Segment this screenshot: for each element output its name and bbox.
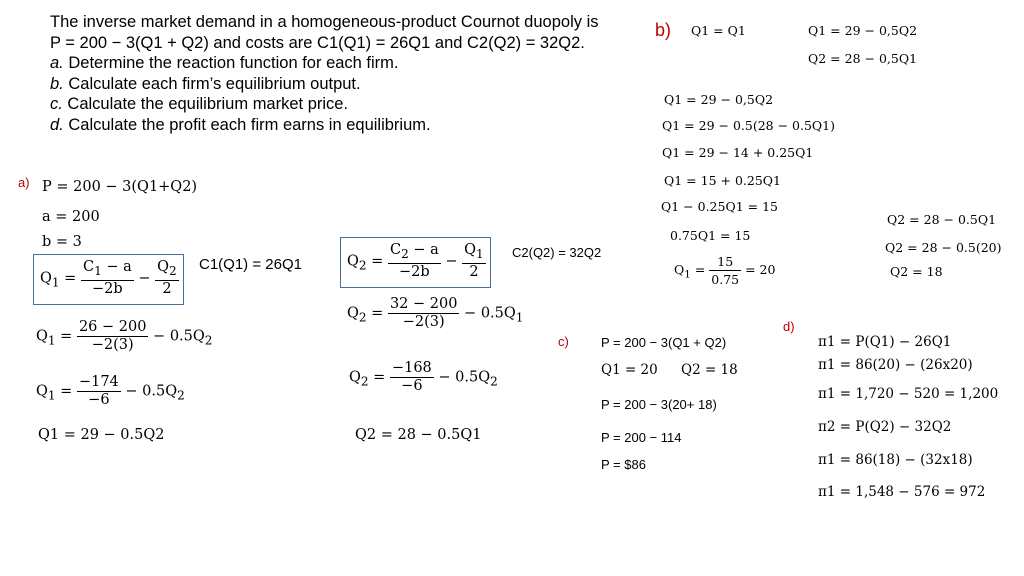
d-profit1-substituted: π1 = 86(20) − (26x20) — [818, 357, 973, 373]
label-part-b: b) — [655, 20, 672, 40]
firm1-step2: $Q_1$ = $\frac{-174}{-6}$ − $0.5Q_2$ — [36, 374, 185, 408]
firm2-step1: $Q_2$ = $\frac{32 - 200}{-2(3)}$ − $0.5Q_1$ — [347, 296, 524, 330]
b-reaction-1: Q1 = 29 − 0,5Q2 — [808, 23, 918, 38]
demand-equation: P = 200 − 3(Q1+Q2) — [42, 179, 198, 195]
part-d-text: Calculate the profit each firm earns in equilibrium. — [63, 115, 431, 134]
label-part-a: a) — [18, 175, 30, 190]
problem-statement — [50, 12, 630, 135]
b-step1: Q1 = 29 − 0,5Q2 — [664, 92, 774, 107]
b-q2-step2: Q2 = 28 − 0.5(20) — [885, 240, 1002, 255]
b-value: b = 3 — [42, 234, 82, 250]
d-profit2-substituted: π1 = 86(18) − (32x18) — [818, 452, 973, 468]
label-part-c: c) — [558, 334, 569, 349]
b-step5: Q1 − 0.25Q1 = 15 — [661, 199, 778, 214]
c-q1: Q1 = 20 — [601, 362, 658, 378]
d-profit1-formula: π1 = P(Q1) − 26Q1 — [818, 334, 952, 350]
problem-part-c — [50, 94, 630, 115]
problem-intro: The inverse market demand in a homogeneous-product Cournot duopoly is — [50, 13, 599, 31]
firm2-step2: $Q_2$ = $\frac{-168}{-6}$ − $0.5Q_2$ — [349, 360, 498, 394]
problem-part-b — [50, 74, 630, 95]
b-step4: Q1 = 15 + 0.25Q1 — [664, 173, 781, 188]
label-part-d: d) — [783, 319, 795, 334]
part-a-text: Determine the reaction function for each firm. — [63, 54, 399, 72]
firm2-cost: C2(Q2) = 32Q2 — [512, 245, 602, 260]
d-profit2-formula: π2 = P(Q2) − 32Q2 — [818, 419, 952, 435]
part-b-text: Calculate each firm’s equilibrium output. — [63, 74, 361, 93]
b-step2: Q1 = 29 − 0.5(28 − 0.5Q1) — [662, 118, 835, 133]
firm1-reaction-result: Q1 = 29 − 0.5Q2 — [38, 427, 165, 443]
firm1-step1: $Q_1$ = $\frac{26 - 200}{-2(3)}$ − $0.5Q_2$ — [36, 319, 213, 353]
part-a-letter: a. — [50, 54, 64, 72]
problem-demand: P = 200 − 3(Q1 + Q2) and costs are C1(Q1) = 26Q1 and C2(Q2) = 32Q2. — [50, 33, 585, 52]
c-price-result: P = $86 — [601, 457, 646, 472]
b-step6: 0.75Q1 = 15 — [670, 228, 751, 243]
a-value: a = 200 — [42, 209, 100, 225]
c-price-step: P = 200 − 114 — [601, 430, 682, 445]
b-symmetry: Q1 = Q1 — [691, 23, 746, 38]
d-profit1-result: π1 = 1,720 − 520 = 1,200 — [818, 386, 999, 402]
b-step7: $Q_1$ = $\frac{15}{0.75}$ = 20 — [674, 254, 776, 287]
part-c-text: Calculate the equilibrium market price. — [62, 95, 349, 113]
b-reaction-2: Q2 = 28 − 0,5Q1 — [808, 51, 918, 66]
b-step3: Q1 = 29 − 14 + 0.25Q1 — [662, 145, 814, 160]
d-profit2-result: π1 = 1,548 − 576 = 972 — [818, 484, 986, 500]
b-q2-result: Q2 = 18 — [890, 264, 943, 279]
part-c-letter: c. — [50, 95, 63, 113]
problem-part-d — [50, 115, 630, 136]
firm2-reaction-result: Q2 = 28 − 0.5Q1 — [355, 427, 482, 443]
part-d-letter: d. — [50, 115, 64, 134]
c-price-equation: P = 200 − 3(Q1 + Q2) — [601, 335, 727, 350]
c-q2: Q2 = 18 — [681, 362, 738, 378]
problem-part-a — [50, 53, 630, 74]
b-q2-step1: Q2 = 28 − 0.5Q1 — [887, 212, 997, 227]
c-price-substituted: P = 200 − 3(20+ 18) — [601, 397, 717, 412]
firm1-cost: C1(Q1) = 26Q1 — [199, 256, 302, 273]
firm1-reaction-general: $Q_1$ = $\frac{C_1 - a}{-2b}$ − $\frac{Q_2}{2}$ — [40, 259, 177, 297]
firm2-reaction-general: $Q_2$ = $\frac{C_2 - a}{-2b}$ − $\frac{Q_1}{2}$ — [347, 242, 484, 280]
part-b-letter: b. — [50, 74, 64, 93]
